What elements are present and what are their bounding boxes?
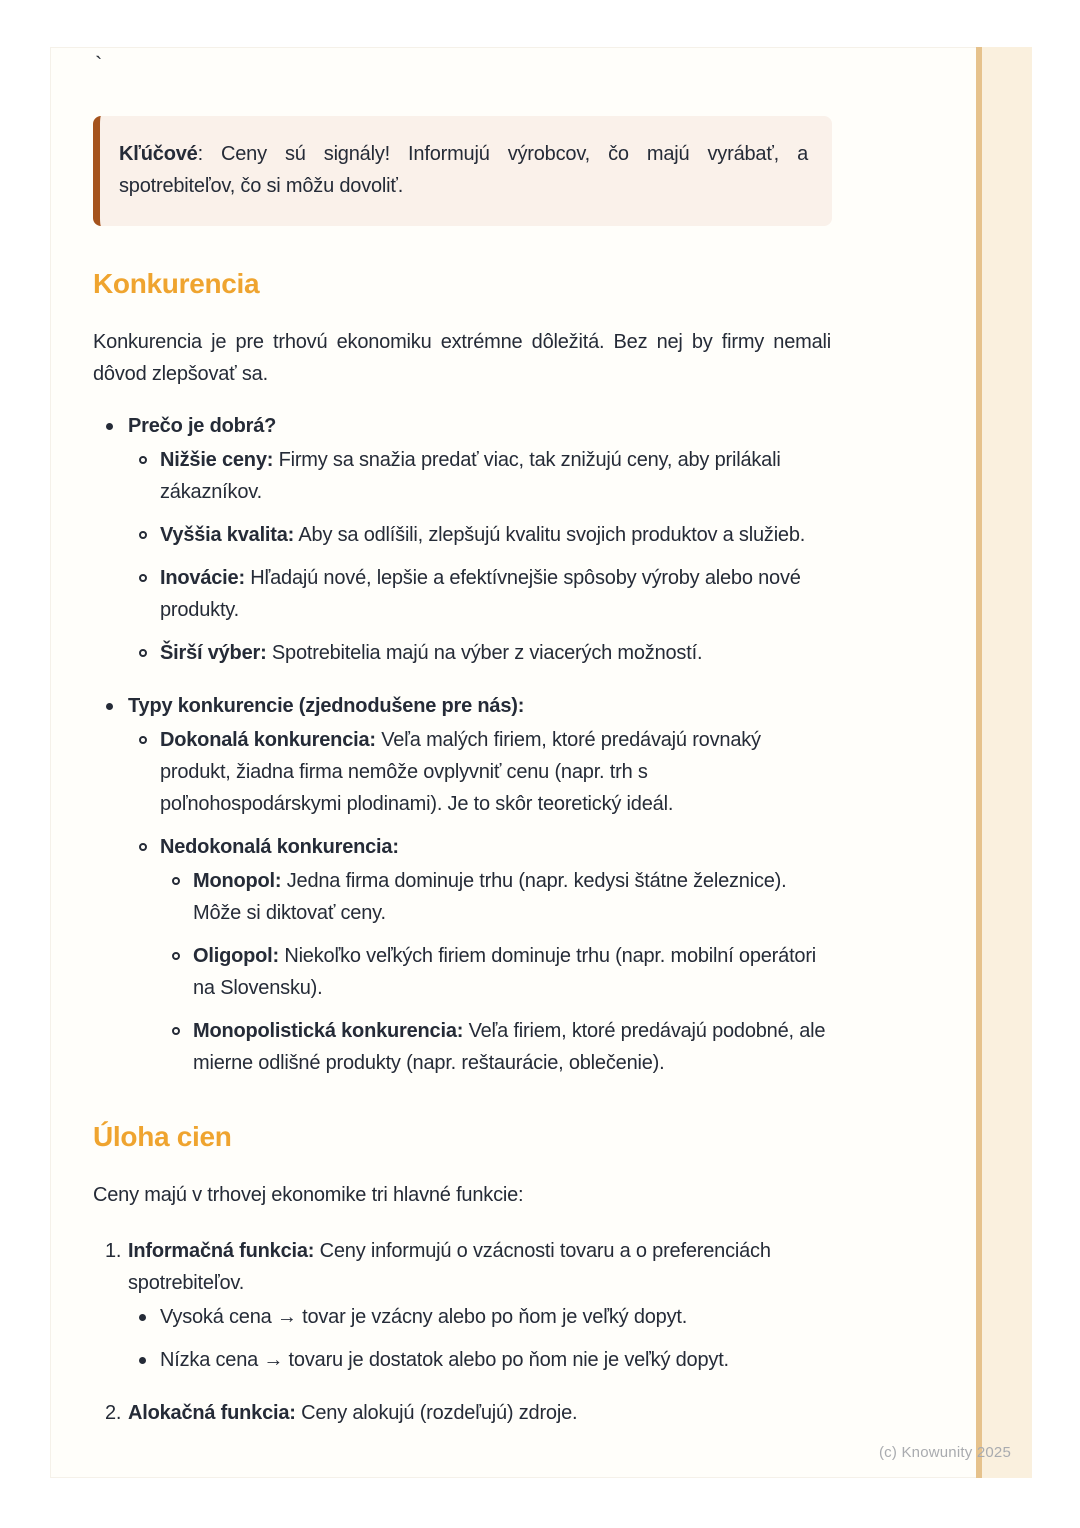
dot-bullet-icon bbox=[139, 1357, 146, 1364]
bullet-cell bbox=[139, 1301, 160, 1321]
list-item bbox=[160, 1015, 831, 1079]
list-item-text bbox=[160, 724, 831, 820]
uloha-ordered-list bbox=[93, 1235, 831, 1429]
konkurencia-list bbox=[93, 410, 831, 1079]
bullet-cell bbox=[172, 1015, 193, 1035]
bullet-cell bbox=[172, 865, 193, 885]
bullet-cell bbox=[172, 940, 193, 960]
item-lead: Nedokonalá konkurencia: bbox=[160, 836, 399, 858]
list-item-text bbox=[128, 410, 831, 442]
list-item-text bbox=[160, 444, 831, 508]
item-lead: Monopol: bbox=[193, 870, 282, 892]
item-lead: Nižšie ceny: bbox=[160, 449, 274, 471]
item-lead: Monopolistická konkurencia: bbox=[193, 1020, 464, 1042]
item-lead: Inovácie: bbox=[160, 567, 245, 589]
circle-bullet-icon bbox=[172, 877, 180, 885]
list-item-text bbox=[160, 831, 831, 863]
item-desc: Firmy sa snažia predať viac, tak znižujú ceny, aby prilákali zákazníkov. bbox=[160, 449, 781, 503]
list-item bbox=[160, 865, 831, 929]
list-item bbox=[128, 637, 831, 669]
item-lead: Širší výber: bbox=[160, 642, 267, 664]
list-item-text: Nízka cena → tovaru je dostatok alebo po ňom nie je veľký dopyt. bbox=[160, 1349, 729, 1371]
item-desc: Niekoľko veľkých firiem dominuje trhu (napr. mobilní operátori na Slovensku). bbox=[193, 945, 817, 999]
bullet-cell bbox=[106, 690, 128, 710]
sublist bbox=[128, 724, 831, 1079]
callout-sep: : bbox=[197, 143, 221, 165]
list-number: 1. bbox=[105, 1240, 122, 1262]
circle-bullet-icon bbox=[139, 531, 147, 539]
list-item-text: Vysoká cena → tovar je vzácny alebo po ňom je veľký dopyt. bbox=[160, 1306, 688, 1328]
bullet-cell bbox=[139, 519, 160, 539]
list-item-text bbox=[193, 1015, 831, 1079]
item-lead: Vyššia kvalita: bbox=[160, 524, 295, 546]
document-page bbox=[50, 47, 1032, 1478]
bullet-cell bbox=[139, 1344, 160, 1364]
sublist bbox=[128, 1301, 831, 1376]
list-item bbox=[128, 519, 831, 551]
item-lead: Typy konkurencie (zjednodušene pre nás): bbox=[128, 695, 525, 717]
item-desc: Jedna firma dominuje trhu (napr. kedysi štátne železnice). Môže si diktovať ceny. bbox=[193, 870, 787, 924]
list-item-text bbox=[128, 1397, 831, 1429]
dot-bullet-icon bbox=[106, 703, 113, 710]
right-accent-stripe bbox=[976, 47, 1032, 1478]
list-item bbox=[93, 1397, 831, 1429]
item-desc: Ceny informujú o vzácnosti tovaru a o preferenciách spotrebiteľov. bbox=[128, 1240, 771, 1294]
list-item-text bbox=[160, 519, 831, 551]
list-item bbox=[93, 1235, 831, 1376]
konkurencia-intro: Konkurencia je pre trhovú ekonomiku extrémne dôležitá. Bez nej by firmy nemali dôvod zlepšovať sa. bbox=[93, 331, 831, 385]
bullet-cell bbox=[139, 637, 160, 657]
list-number: 2. bbox=[105, 1402, 122, 1424]
circle-bullet-icon bbox=[139, 736, 147, 744]
item-desc: Spotrebitelia majú na výber z viacerých možností. bbox=[266, 642, 703, 664]
list-item bbox=[128, 444, 831, 508]
callout-body: Ceny sú signály! Informujú výrobcov, čo majú vyrábať, a spotrebiteľov, čo si môžu dovoliť. bbox=[119, 143, 808, 197]
list-item-text bbox=[128, 1235, 831, 1299]
section-heading-konkurencia: Konkurencia bbox=[93, 268, 260, 299]
list-item-body bbox=[128, 410, 831, 669]
list-item bbox=[128, 562, 831, 626]
key-callout bbox=[93, 116, 832, 226]
list-item-text bbox=[160, 562, 831, 626]
circle-bullet-icon bbox=[139, 843, 147, 851]
uloha-intro: Ceny majú v trhovej ekonomike tri hlavné funkcie: bbox=[93, 1184, 524, 1206]
sublist bbox=[128, 444, 831, 669]
item-desc: Veľa malých firiem, ktoré predávajú rovnaký produkt, žiadna firma nemôže ovplyvniť cenu (napr. trh s poľnohospodárskymi plodinami). Je to skôr teoretický ideál. bbox=[160, 729, 761, 815]
item-lead: Oligopol: bbox=[193, 945, 279, 967]
list-item bbox=[128, 1344, 831, 1376]
bullet-cell bbox=[139, 444, 160, 464]
item-desc: Veľa firiem, ktoré predávajú podobné, ale mierne odlišné produkty (napr. reštaurácie, oblečenie). bbox=[193, 1020, 826, 1074]
stray-backtick: ` bbox=[95, 52, 103, 77]
sublist bbox=[160, 865, 831, 1079]
bullet-cell bbox=[139, 562, 160, 582]
section-heading-uloha-cien: Úloha cien bbox=[93, 1121, 232, 1152]
list-item bbox=[128, 724, 831, 820]
dot-bullet-icon bbox=[139, 1314, 146, 1321]
item-desc: Ceny alokujú (rozdeľujú) zdroje. bbox=[295, 1402, 578, 1424]
circle-bullet-icon bbox=[139, 456, 147, 464]
list-item bbox=[93, 690, 831, 1079]
callout-text bbox=[119, 138, 808, 202]
item-lead: Informačná funkcia: bbox=[128, 1240, 315, 1262]
circle-bullet-icon bbox=[172, 952, 180, 960]
circle-bullet-icon bbox=[139, 649, 147, 657]
callout-lead: Kľúčové bbox=[119, 143, 198, 165]
bullet-cell bbox=[139, 831, 160, 851]
bullet-cell bbox=[106, 410, 128, 430]
list-item bbox=[128, 831, 831, 1079]
circle-bullet-icon bbox=[172, 1027, 180, 1035]
list-item-text bbox=[193, 940, 831, 1004]
item-desc: Aby sa odlíšili, zlepšujú kvalitu svojich produktov a služieb. bbox=[294, 524, 806, 546]
item-lead: Dokonalá konkurencia: bbox=[160, 729, 376, 751]
list-item-text bbox=[128, 690, 831, 722]
dot-bullet-icon bbox=[106, 423, 113, 430]
watermark: (c) Knowunity 2025 bbox=[878, 1444, 1011, 1461]
list-item-body bbox=[128, 690, 831, 1079]
circle-bullet-icon bbox=[139, 574, 147, 582]
list-item-body bbox=[128, 1235, 831, 1376]
page-content bbox=[93, 48, 831, 1429]
item-desc: Hľadajú nové, lepšie a efektívnejšie spôsoby výroby alebo nové produkty. bbox=[160, 567, 801, 621]
item-lead: Prečo je dobrá? bbox=[128, 415, 277, 437]
bullet-cell bbox=[139, 724, 160, 744]
list-item-text bbox=[193, 865, 831, 929]
list-item bbox=[93, 410, 831, 669]
list-item-body bbox=[160, 831, 831, 1079]
item-lead: Alokačná funkcia: bbox=[128, 1402, 296, 1424]
list-item-text bbox=[160, 637, 831, 669]
list-item bbox=[160, 940, 831, 1004]
list-item bbox=[128, 1301, 831, 1333]
